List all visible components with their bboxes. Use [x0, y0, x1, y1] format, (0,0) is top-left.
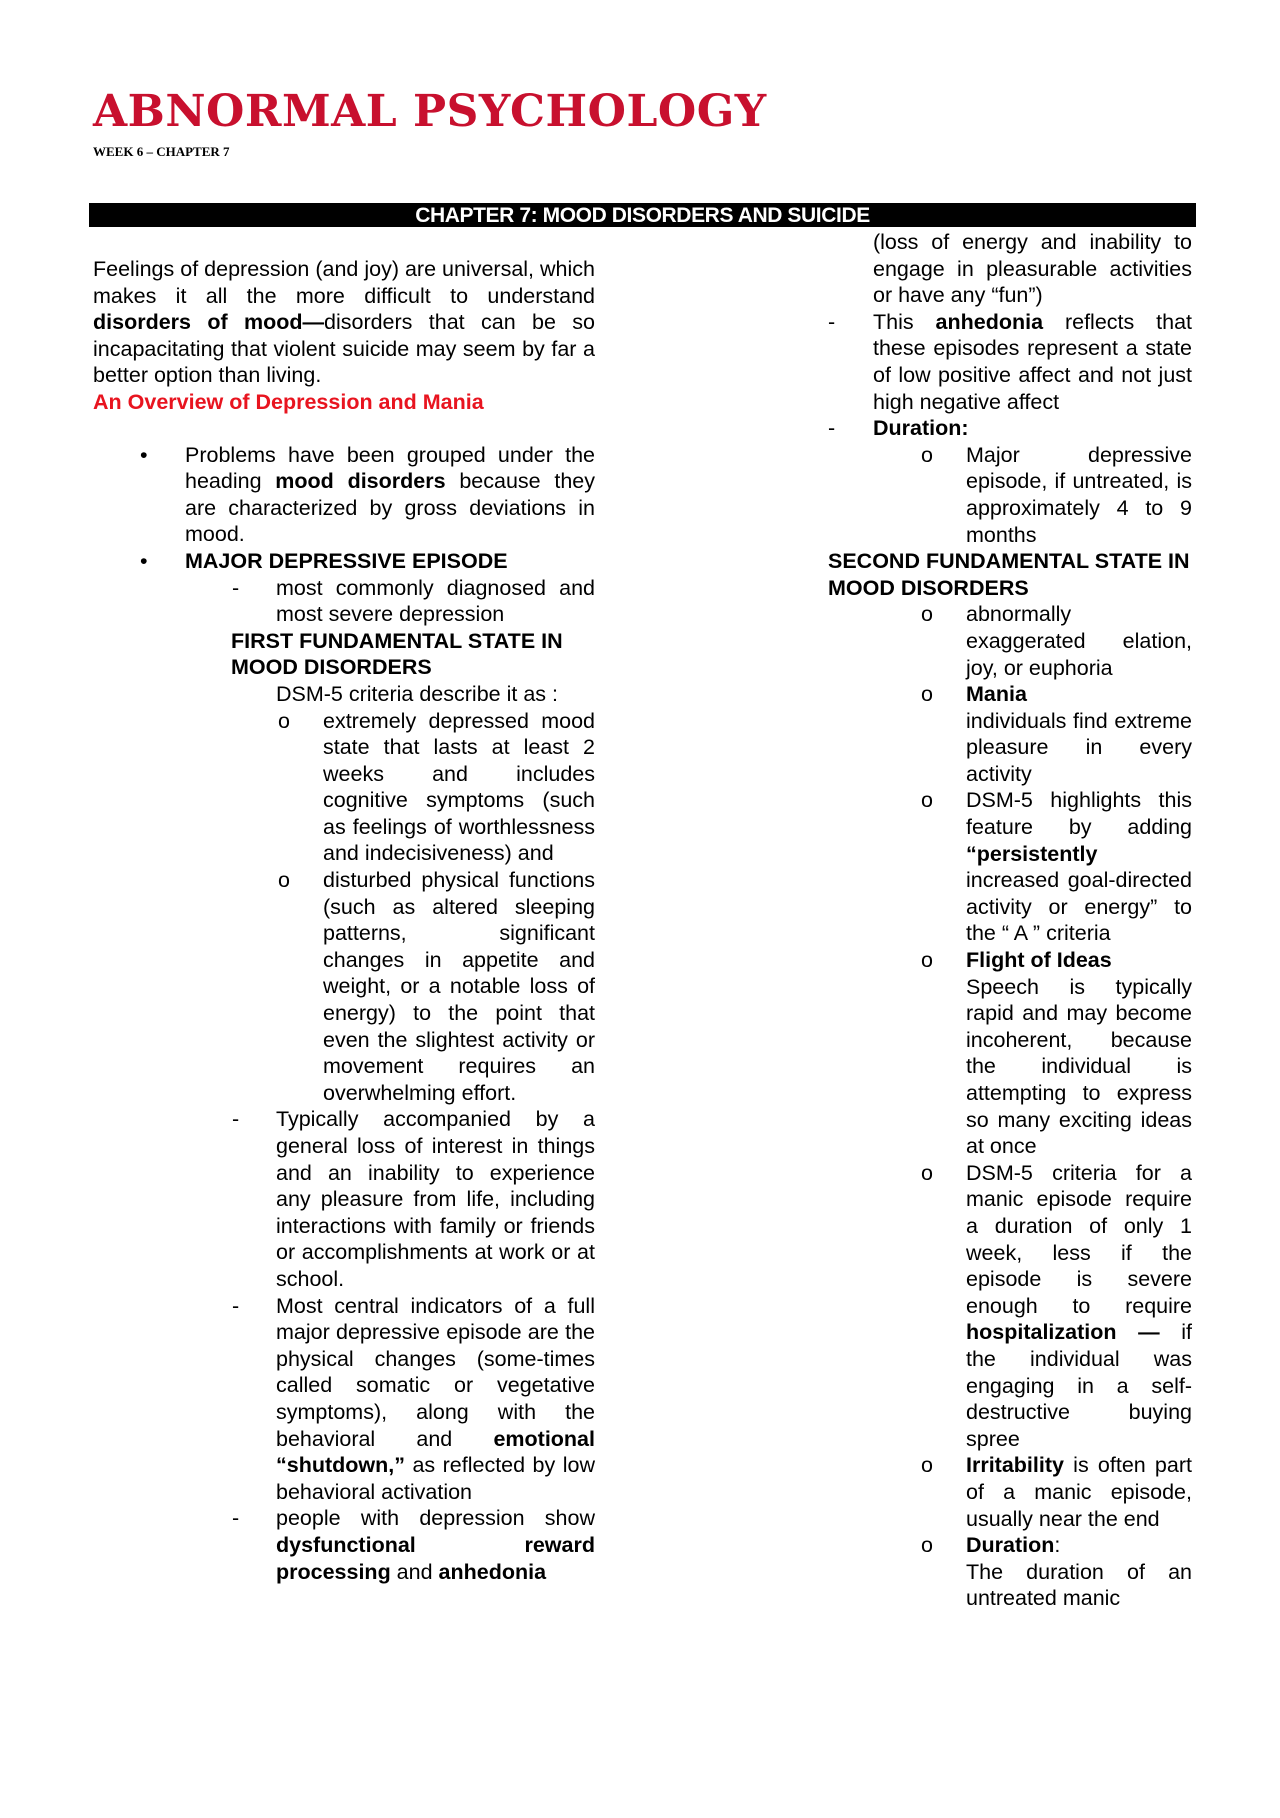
intro-paragraph: Feelings of depression (and joy) are universal, which makes it all the more difficult to understand disorders of mood—disorders that can be so incapacitating that violent suicide may seem by far a better option than living.: [93, 257, 595, 388]
document-title: ABNORMAL PSYCHOLOGY: [93, 86, 767, 137]
list-item: [232, 1293, 595, 1506]
term-mania: Mania: [966, 682, 1027, 707]
list-item-text: Problems have been grouped under the heading mood disorders because they are characterized by gross deviations in mood.: [185, 442, 596, 547]
list-item-text: DSM-5 highlights this feature by adding “persistently increased goal-directed activity or energy” to the “ A ” criteria: [966, 788, 1192, 946]
second-fundamental-state-heading: SECOND FUNDAMENTAL STATE IN MOOD DISORDERS: [828, 549, 1190, 600]
circle-marker: o: [921, 602, 933, 627]
first-fundamental-state-heading: FIRST FUNDAMENTAL STATE IN MOOD DISORDERS: [231, 628, 563, 680]
list-item: [921, 1532, 1192, 1612]
list-item: [921, 787, 1192, 947]
list-item: [921, 681, 1192, 787]
list-item-text: This anhedonia reflects that these episodes represent a state of low positive affect and not just high negative affect: [873, 309, 1193, 414]
list-item-text: Speech is typically rapid and may become incoherent, because the individual is attempting to express so many exciting ideas at once: [966, 974, 1192, 1159]
document-header: [93, 86, 767, 160]
dash-marker: -: [828, 416, 836, 441]
bullet-marker: •: [140, 442, 148, 467]
term-disorders-of-mood: disorders of mood—: [93, 310, 324, 335]
dsm-criteria-intro: DSM-5 criteria describe it as :: [276, 681, 558, 706]
circle-marker: o: [278, 708, 290, 733]
circle-marker: o: [921, 1453, 933, 1478]
circle-marker: o: [921, 948, 933, 973]
dash-marker: -: [232, 1293, 240, 1318]
list-item: [921, 442, 1192, 548]
list-item-text: disturbed physical functions (such as altered sleeping patterns, significant changes in appetite and weight, or a notable loss of energy) to the point that even the slightest activity or movement requires an overwhelming effort.: [323, 868, 595, 1105]
list-item: [140, 442, 596, 548]
list-item-text: most commonly diagnosed and most severe depression: [276, 575, 595, 627]
list-item-text: DSM-5 criteria for a manic episode require a duration of only 1 week, less if the episode is severe enough to require hospitalization — if the individual was engaging in a self-destructive buying spree: [966, 1160, 1192, 1451]
list-item: [921, 1160, 1192, 1453]
list-item-text: Major depressive episode, if untreated, is approximately 4 to 9 months: [966, 442, 1192, 547]
dash-marker: -: [828, 309, 836, 334]
list-item-text: people with depression show dysfunctional reward processing and anhedonia: [276, 1506, 595, 1584]
list-item: [921, 1452, 1192, 1532]
list-item-text: Typically accompanied by a general loss of interest in things and an inability to experience any pleasure from life, including interactions with family or friends or accomplishments at work or at school.: [276, 1107, 595, 1291]
list-item: [921, 947, 1192, 1160]
list-item: [278, 867, 595, 1106]
list-item-continued: [873, 229, 1192, 309]
list-item-text: Irritability is often part of a manic episode, usually near the end: [966, 1453, 1192, 1531]
circle-marker: o: [921, 788, 933, 813]
list-item: [140, 548, 595, 575]
list-item-text: (loss of energy and inability to engage in pleasurable activities or have any “fun”): [873, 230, 1192, 308]
circle-marker: o: [921, 682, 933, 707]
left-column: [93, 256, 595, 1585]
list-item: [921, 601, 1192, 681]
right-column: [828, 229, 1192, 1612]
document-subtitle: WEEK 6 – CHAPTER 7: [93, 144, 230, 159]
list-item-text: extremely depressed mood state that lasts at least 2 weeks and includes cognitive symptoms (such as feelings of worthlessness and indecisiveness) and: [323, 708, 595, 866]
dash-marker: -: [232, 1506, 240, 1531]
circle-marker: o: [278, 868, 290, 893]
list-item: [232, 1106, 595, 1292]
list-item: [278, 708, 595, 868]
duration-term: Duration:: [966, 1533, 1061, 1558]
bullet-marker: •: [140, 548, 148, 573]
list-item: [828, 309, 1193, 415]
duration-heading: Duration:: [873, 416, 969, 441]
dash-marker: -: [232, 1107, 240, 1132]
list-item-text: Most central indicators of a full major depressive episode are the physical changes (some-times called somatic or vegetative symptoms), along with the behavioral and emotional “shutdown,” as reflected by low behavioral activation: [276, 1293, 595, 1504]
circle-marker: o: [921, 1533, 933, 1558]
term-flight-of-ideas: Flight of Ideas: [966, 948, 1112, 973]
section-heading: An Overview of Depression and Mania: [93, 389, 484, 414]
dash-marker: -: [232, 575, 240, 600]
subheading-major-depressive-episode: MAJOR DEPRESSIVE EPISODE: [185, 548, 508, 573]
chapter-title-bar: CHAPTER 7: MOOD DISORDERS AND SUICIDE: [89, 203, 1196, 227]
list-item-text: abnormally exaggerated elation, joy, or euphoria: [966, 602, 1192, 680]
list-item-text: individuals find extreme pleasure in every activity: [966, 708, 1192, 786]
list-item: [232, 575, 595, 628]
circle-marker: o: [921, 1160, 933, 1185]
list-item-text: The duration of an untreated manic: [966, 1559, 1192, 1611]
list-item: [232, 1505, 595, 1585]
list-item: [828, 415, 1192, 442]
circle-marker: o: [921, 442, 933, 467]
